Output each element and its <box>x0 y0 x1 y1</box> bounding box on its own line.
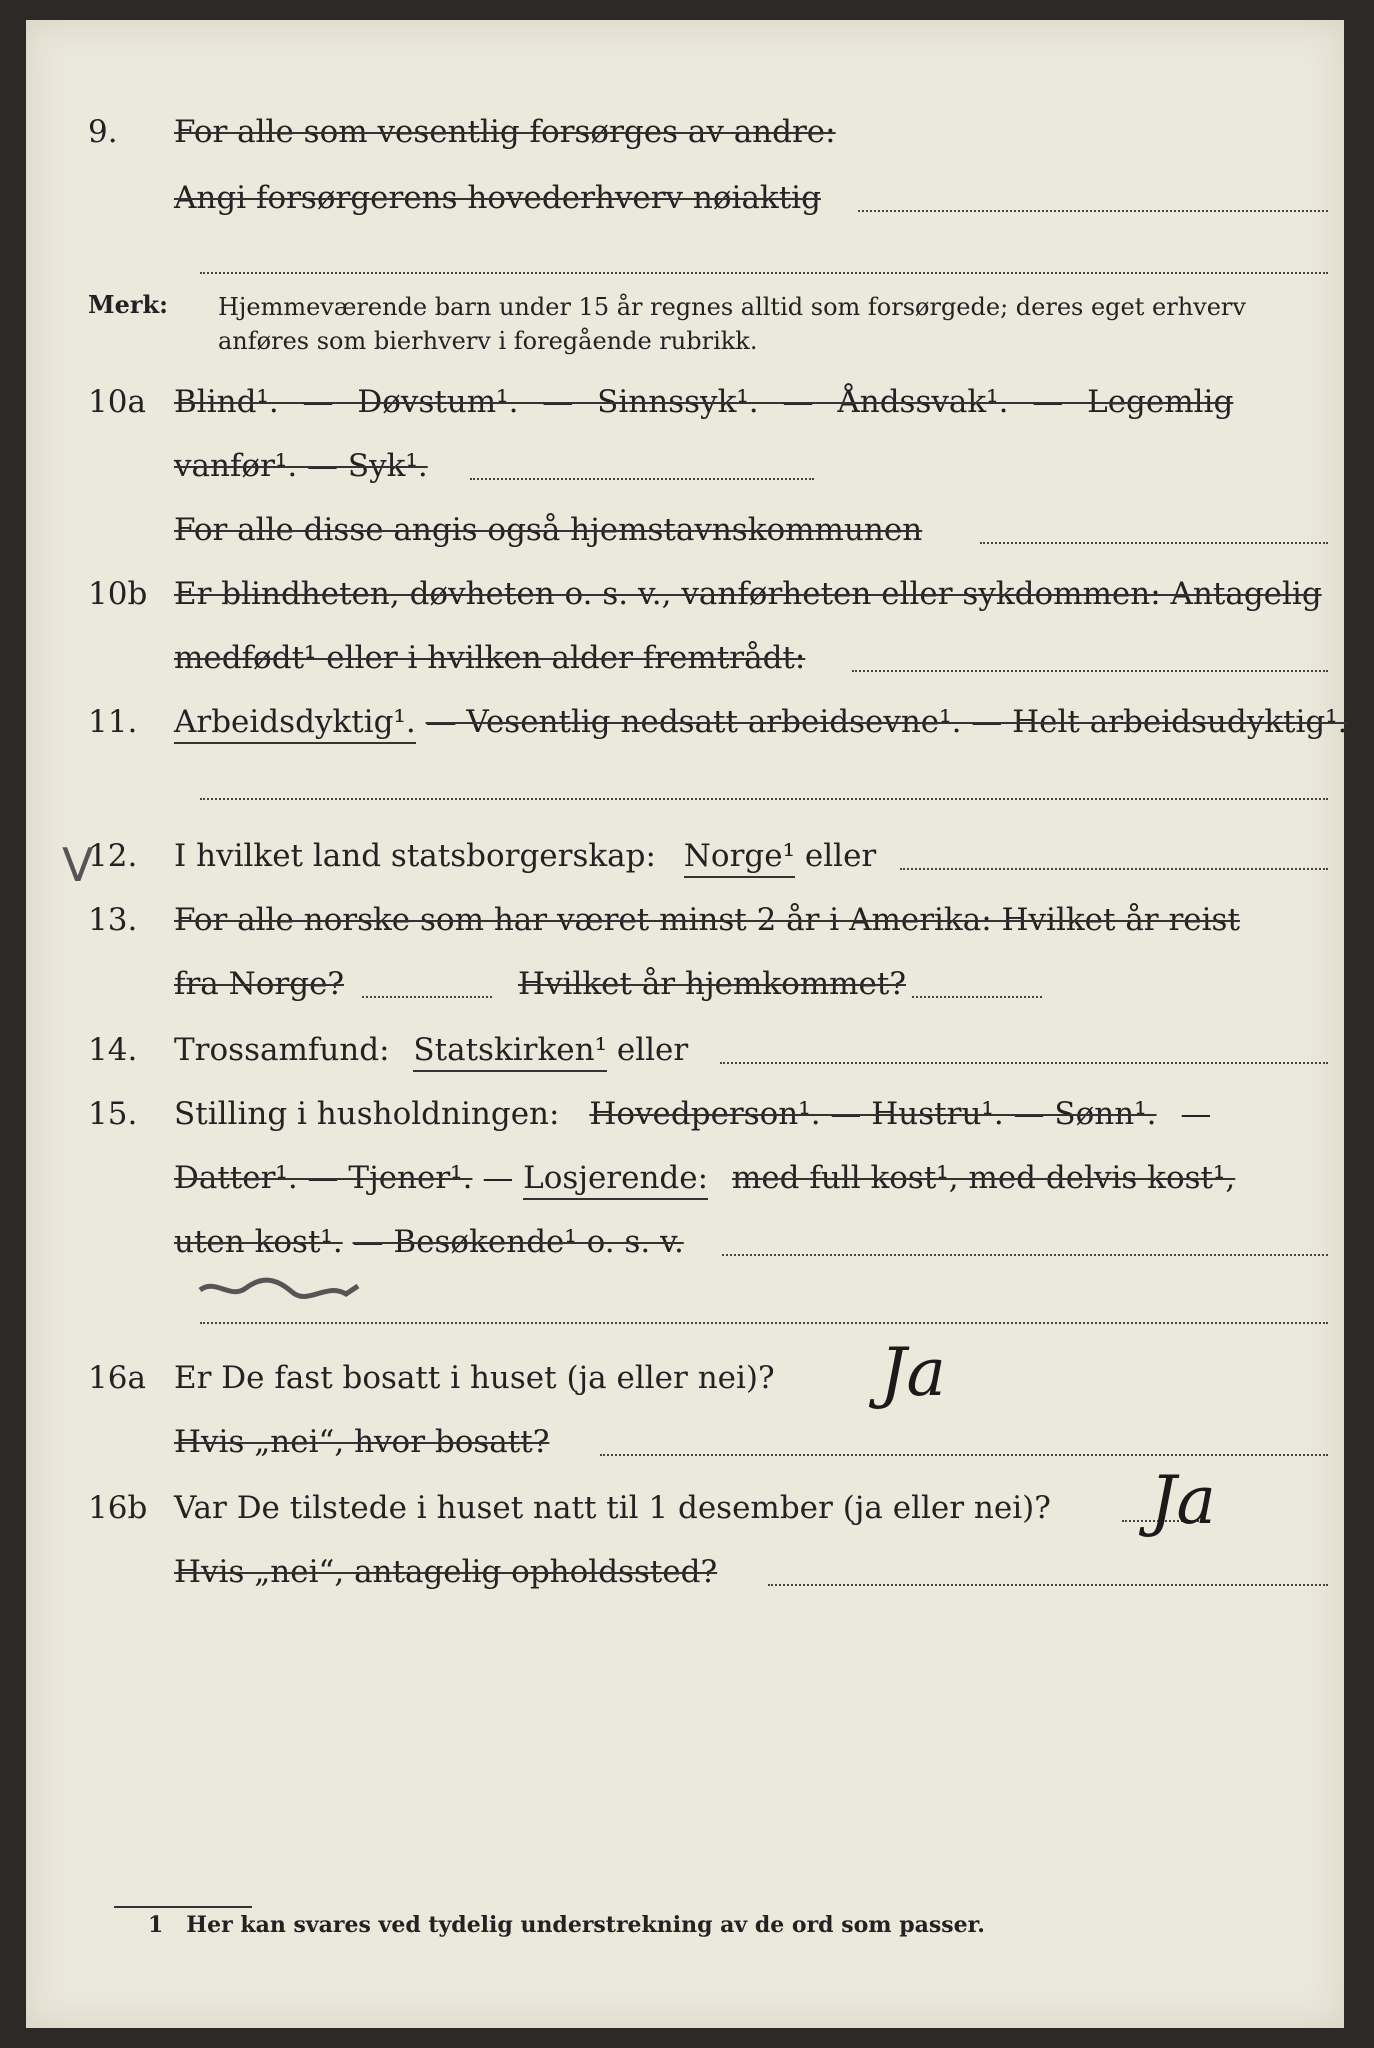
q15-answer-line[interactable] <box>722 1254 1328 1256</box>
q12-prefix: I hvilket land statsborgerskap: <box>174 838 656 874</box>
q11-text <box>174 704 1348 740</box>
q15-line1 <box>174 1096 1211 1132</box>
q10b-number: 10b <box>88 576 148 612</box>
q9-line2: Angi forsørgerens hovederhverv nøiaktig <box>174 180 821 216</box>
q15-line3b: — Besøkende¹ o. s. v. <box>352 1224 684 1260</box>
q10a-answer-line-2[interactable] <box>980 542 1328 544</box>
q10a-line2: vanfør¹. — Syk¹. <box>174 448 428 484</box>
q15-line1c: — <box>1180 1096 1212 1132</box>
q16b-number: 16b <box>88 1490 148 1526</box>
merk-text <box>218 290 1246 358</box>
q15-line1a: Stilling i husholdningen: <box>174 1096 560 1132</box>
q16b-line1: Var De tilstede i huset natt til 1 desember (ja eller nei)? <box>174 1490 1051 1526</box>
q13-number: 13. <box>88 902 138 938</box>
q15-number: 15. <box>88 1096 138 1132</box>
q16b-answer-line-2[interactable] <box>768 1584 1328 1586</box>
q16a-handwritten-answer: Ja <box>880 1334 946 1411</box>
q12-suffix: eller <box>804 838 877 874</box>
q13-year-left-line[interactable] <box>362 996 492 998</box>
q15-line2b: — <box>482 1160 514 1196</box>
q11-selected: Arbeidsdyktig¹. <box>174 704 416 744</box>
q14-suffix: eller <box>616 1032 689 1068</box>
q10a-number: 10a <box>88 384 146 420</box>
q13-line1: For alle norske som har været minst 2 år i Amerika: Hvilket år reist <box>174 902 1240 938</box>
q9-answer-line-2[interactable] <box>200 272 1328 274</box>
q10a-answer-line[interactable] <box>470 478 814 480</box>
q16a-line2: Hvis „nei“, hvor bosatt? <box>174 1424 550 1460</box>
merk-label: Merk: <box>88 290 168 319</box>
merk-line2: anføres som bierhverv i foregående rubrikk. <box>218 327 758 355</box>
q15-selected-losjerende: Losjerende: <box>523 1160 708 1200</box>
q15-line1b: Hovedperson¹. — Hustru¹. — Sønn¹. <box>589 1096 1157 1132</box>
q9-line1: For alle som vesentlig forsørges av andre: <box>174 114 836 150</box>
q14-answer-line[interactable] <box>720 1062 1328 1064</box>
footnote-text: Her kan svares ved tydelig understrekning av de ord som passer. <box>186 1912 985 1938</box>
q11-answer-line[interactable] <box>200 798 1328 800</box>
merk-line1: Hjemmeværende barn under 15 år regnes alltid som forsørgede; deres eget erhverv <box>218 293 1246 321</box>
q9-answer-line[interactable] <box>858 210 1328 212</box>
q15-line3 <box>174 1224 684 1260</box>
q12-answer: Norge¹ <box>684 838 795 878</box>
q15-line2d: med full kost¹, med delvis kost¹, <box>731 1160 1236 1196</box>
q10b-line2: medfødt¹ eller i hvilken alder fremtrådt: <box>174 640 806 676</box>
q14-answer: Statskirken¹ <box>413 1032 607 1072</box>
q15-scribble <box>196 1272 366 1306</box>
q9-number: 9. <box>88 114 118 150</box>
q15-answer-line-2[interactable] <box>200 1322 1328 1324</box>
q13-line2b: Hvilket år hjemkommet? <box>518 966 906 1002</box>
q16a-answer-line[interactable] <box>600 1454 1328 1456</box>
margin-check-mark: V <box>62 838 94 892</box>
q16b-handwritten-answer: Ja <box>1150 1462 1216 1539</box>
q15-line2 <box>174 1160 1235 1196</box>
q10b-line1: Er blindheten, døvheten o. s. v., vanførheten eller sykdommen: Antagelig <box>174 576 1322 612</box>
q11-number: 11. <box>88 704 138 740</box>
q10a-line3: For alle disse angis også hjemstavnskommunen <box>174 512 923 548</box>
q13-line2a: fra Norge? <box>174 966 345 1002</box>
q13-year-return-line[interactable] <box>912 996 1042 998</box>
q15-line3a: uten kost¹. <box>174 1224 343 1260</box>
q14-text <box>174 1032 688 1068</box>
q12-number: 12. <box>88 838 138 874</box>
q16b-line2: Hvis „nei“, antagelig opholdssted? <box>174 1554 718 1590</box>
q15-line2a: Datter¹. — Tjener¹. <box>174 1160 473 1196</box>
q12-text <box>174 838 876 874</box>
q12-answer-line[interactable] <box>900 868 1328 870</box>
q14-prefix: Trossamfund: <box>174 1032 390 1068</box>
q16a-number: 16a <box>88 1360 146 1396</box>
footnote-rule <box>114 1906 252 1908</box>
q14-number: 14. <box>88 1032 138 1068</box>
q11-struck: — Vesentlig nedsatt arbeidsevne¹. — Helt arbeidsudyktig¹. <box>425 704 1348 740</box>
footnote <box>148 1912 985 1938</box>
q10b-answer-line[interactable] <box>852 670 1328 672</box>
q10a-line1: Blind¹. — Døvstum¹. — Sinnssyk¹. — Åndssvak¹. — Legemlig <box>174 384 1234 420</box>
q16a-line1: Er De fast bosatt i huset (ja eller nei)? <box>174 1360 775 1396</box>
footnote-mark: 1 <box>148 1912 164 1938</box>
